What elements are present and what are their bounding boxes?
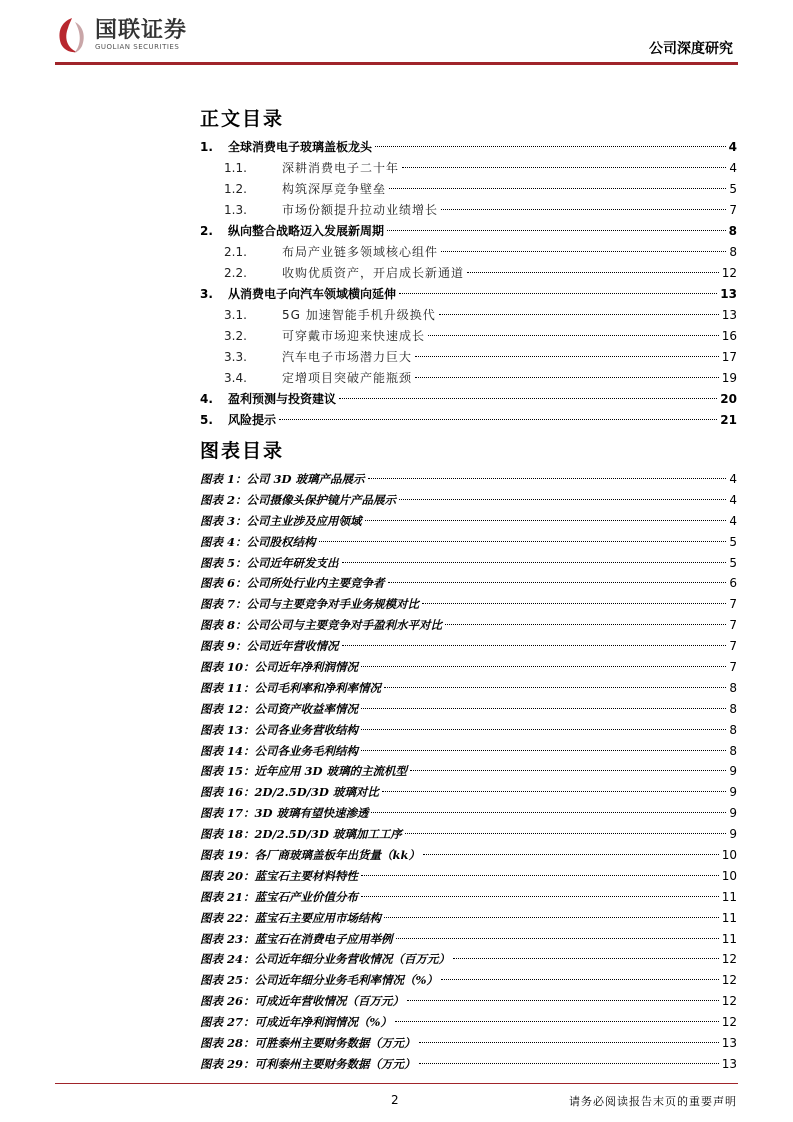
figure-entry-page: 7: [729, 660, 737, 675]
figure-entry-page: 7: [729, 597, 737, 612]
figure-entry-page: 11: [721, 931, 737, 946]
figure-entry-title: 图表 9：公司近年营收情况: [200, 639, 339, 654]
figure-entry[interactable]: [200, 511, 737, 532]
toc-entry-title: 纵向整合战略迈入发展新周期: [228, 224, 385, 238]
figure-entry-page: 5: [729, 555, 737, 570]
figure-entry-title: 图表 22：蓝宝石主要应用市场结构: [200, 910, 382, 925]
toc-entry-page: 16: [721, 329, 737, 343]
toc-entry-title: 布局产业链多领域核心组件: [282, 245, 439, 259]
figure-entry-title: 图表 29：可利泰州主要财务数据（万元）: [200, 1056, 416, 1071]
toc-leader-dots: [399, 293, 717, 294]
toc-entry-number: 3.2.: [224, 329, 247, 343]
figure-entry-title: 图表 10：公司近年净利润情况: [200, 660, 359, 675]
toc-leader-dots: [387, 230, 726, 231]
figure-list-title: 图表目录: [200, 440, 285, 462]
toc-entry-page: 8: [729, 245, 737, 259]
figure-entry[interactable]: [200, 636, 737, 657]
toc-entry-number: 3.1.: [224, 308, 247, 322]
figure-leader-dots: [423, 854, 719, 855]
logo-name-cn: 国联证券: [95, 18, 188, 43]
figure-leader-dots: [384, 917, 719, 918]
figure-leader-dots: [361, 896, 719, 897]
toc-leader-dots: [279, 419, 717, 420]
toc-entry-number: 5.: [200, 413, 213, 427]
toc-entry-number: 1.1.: [224, 161, 247, 175]
figure-entry-page: 12: [721, 952, 737, 967]
figure-leader-dots: [410, 770, 726, 771]
toc-entry-page: 4: [729, 161, 737, 175]
figure-entry[interactable]: [200, 803, 737, 824]
figure-leader-dots: [361, 750, 726, 751]
figure-entry-page: 9: [729, 827, 737, 842]
toc-entry-title: 风险提示: [228, 413, 277, 427]
figure-entry[interactable]: [200, 678, 737, 699]
toc-entry-title: 构筑深厚竞争壁垒: [282, 182, 387, 196]
figure-entry-title: 图表 11：公司毛利率和净利率情况: [200, 680, 382, 695]
figure-entry-page: 10: [721, 868, 737, 883]
figure-entry-page: 7: [729, 618, 737, 633]
figure-entry-title: 图表 14：公司各业务毛利结构: [200, 743, 359, 758]
figure-entry[interactable]: [200, 970, 737, 991]
toc-entry-title: 深耕消费电子二十年: [282, 161, 400, 175]
figure-entry-title: 图表 17：3D 玻璃有望快速渗透: [200, 806, 369, 821]
figure-leader-dots: [419, 1042, 719, 1043]
toc-title: 正文目录: [200, 108, 285, 130]
figure-leader-dots: [399, 499, 726, 500]
figure-entry[interactable]: [200, 490, 737, 511]
toc-entry-title: 盈利预测与投资建议: [228, 392, 337, 406]
figure-leader-dots: [384, 687, 726, 688]
figure-leader-dots: [319, 541, 727, 542]
figure-entry[interactable]: [200, 1012, 737, 1033]
figure-entry[interactable]: [200, 929, 737, 950]
figure-leader-dots: [342, 562, 727, 563]
figure-entry-title: 图表 27：可成近年净利润情况（%）: [200, 1015, 392, 1030]
main-toc: [200, 137, 737, 431]
figure-entry-page: 5: [729, 534, 737, 549]
header-divider: [55, 62, 738, 65]
toc-leader-dots: [402, 167, 726, 168]
toc-entry-title: 5G 加速智能手机升级换代: [282, 308, 436, 322]
toc-entry-page: 20: [720, 392, 737, 406]
toc-entry-title: 定增项目突破产能瓶颈: [282, 371, 413, 385]
figure-entry[interactable]: [200, 761, 737, 782]
figure-entry-page: 7: [729, 639, 737, 654]
figure-leader-dots: [396, 938, 719, 939]
figure-entry-title: 图表 2：公司摄像头保护镜片产品展示: [200, 492, 397, 507]
figure-entry[interactable]: [200, 532, 737, 553]
toc-entry-number: 4.: [200, 392, 213, 406]
figure-entry-title: 图表 5：公司近年研发支出: [200, 555, 339, 570]
figure-entry[interactable]: [200, 887, 737, 908]
toc-entry-title: 全球消费电子玻璃盖板龙头: [228, 140, 373, 154]
toc-leader-dots: [428, 335, 719, 336]
figure-entry-title: 图表 8：公司公司与主要竞争对手盈利水平对比: [200, 618, 443, 633]
logo-text-block: [95, 19, 187, 51]
toc-entry[interactable]: [200, 326, 737, 347]
toc-entry[interactable]: [200, 347, 737, 368]
figure-entry-title: 图表 18：2D/2.5D/3D 玻璃加工工序: [200, 827, 402, 842]
figure-entry[interactable]: [200, 573, 737, 594]
toc-entry[interactable]: [200, 305, 737, 326]
figure-entry-page: 8: [729, 722, 737, 737]
figure-entry[interactable]: [200, 594, 737, 615]
figure-entry-page: 8: [729, 743, 737, 758]
figure-entry-page: 12: [721, 973, 737, 988]
figure-leader-dots: [407, 1000, 719, 1001]
toc-leader-dots: [389, 188, 726, 189]
toc-entry-number: 3.: [200, 287, 213, 301]
figure-entry[interactable]: [200, 1033, 737, 1054]
figure-entry-page: 8: [729, 701, 737, 716]
document-type: 公司深度研究: [649, 41, 733, 57]
figure-entry[interactable]: [200, 699, 737, 720]
figure-toc: [200, 469, 737, 1075]
disclaimer-text: 请务必阅读报告末页的重要声明: [569, 1095, 737, 1108]
toc-leader-dots: [415, 377, 719, 378]
figure-entry-title: 图表 21：蓝宝石产业价值分布: [200, 889, 359, 904]
figure-leader-dots: [453, 958, 719, 959]
toc-leader-dots: [339, 398, 717, 399]
guolian-logo-icon: [55, 16, 89, 54]
toc-entry[interactable]: [200, 263, 737, 284]
toc-leader-dots: [415, 356, 719, 357]
figure-entry-title: 图表 1：公司 3D 玻璃产品展示: [200, 472, 365, 486]
figure-entry-page: 10: [721, 848, 737, 863]
figure-entry-page: 11: [721, 889, 737, 904]
figure-entry-page: 4: [729, 492, 737, 507]
figure-entry-title: 图表 3：公司主业涉及应用领域: [200, 513, 362, 528]
toc-entry-number: 3.3.: [224, 350, 247, 364]
toc-entry[interactable]: [200, 284, 737, 305]
toc-entry-page: 19: [721, 371, 737, 385]
figure-leader-dots: [368, 478, 727, 479]
figure-entry-title: 图表 4：公司股权结构: [200, 534, 316, 549]
toc-entry-page: 13: [721, 308, 737, 322]
figure-entry[interactable]: [200, 908, 737, 929]
figure-entry-page: 9: [729, 806, 737, 821]
toc-entry[interactable]: [200, 221, 737, 242]
toc-entry-number: 3.4.: [224, 371, 247, 385]
figure-entry-title: 图表 28：可胜泰州主要财务数据（万元）: [200, 1036, 416, 1051]
toc-entry-number: 2.1.: [224, 245, 247, 259]
figure-entry[interactable]: [200, 657, 737, 678]
toc-entry[interactable]: [200, 137, 737, 158]
toc-leader-dots: [441, 209, 726, 210]
figure-leader-dots: [361, 875, 719, 876]
figure-leader-dots: [371, 812, 726, 813]
toc-entry-page: 7: [729, 203, 737, 217]
toc-entry[interactable]: [200, 368, 737, 389]
toc-entry-page: 4: [728, 140, 737, 154]
figure-leader-dots: [342, 645, 727, 646]
figure-leader-dots: [422, 603, 726, 604]
figure-leader-dots: [382, 791, 727, 792]
toc-entry-page: 13: [720, 287, 737, 301]
figure-leader-dots: [405, 833, 727, 834]
figure-entry-title: 图表 12：公司资产收益率情况: [200, 701, 359, 716]
figure-entry-title: 图表 6：公司所处行业内主要竞争者: [200, 576, 385, 591]
figure-entry[interactable]: [200, 845, 737, 866]
figure-entry-title: 图表 19：各厂商玻璃盖板年出货量（kk）: [200, 848, 420, 863]
toc-entry[interactable]: [200, 410, 737, 431]
toc-entry[interactable]: [200, 200, 737, 221]
toc-leader-dots: [375, 146, 726, 147]
toc-entry[interactable]: [200, 179, 737, 200]
figure-entry[interactable]: [200, 720, 737, 741]
toc-leader-dots: [467, 272, 719, 273]
figure-leader-dots: [445, 624, 726, 625]
figure-entry[interactable]: [200, 991, 737, 1012]
toc-entry-number: 2.2.: [224, 266, 247, 280]
figure-leader-dots: [361, 666, 726, 667]
toc-leader-dots: [439, 314, 719, 315]
toc-entry[interactable]: [200, 242, 737, 263]
figure-entry-title: 图表 26：可成近年营收情况（百万元）: [200, 994, 405, 1009]
figure-entry-title: 图表 15：近年应用 3D 玻璃的主流机型: [200, 764, 407, 779]
toc-entry[interactable]: [200, 158, 737, 179]
figure-entry-title: 图表 13：公司各业务营收结构: [200, 722, 359, 737]
figure-entry-title: 图表 23：蓝宝石在消费电子应用举例: [200, 931, 393, 946]
figure-entry-page: 8: [729, 680, 737, 695]
toc-entry-title: 可穿戴市场迎来快速成长: [282, 329, 426, 343]
footer-divider: [55, 1083, 738, 1084]
toc-entry-number: 2.: [200, 224, 213, 238]
figure-entry[interactable]: [200, 469, 737, 490]
figure-entry[interactable]: [200, 866, 737, 887]
figure-entry[interactable]: [200, 1054, 737, 1075]
figure-entry-page: 12: [721, 994, 737, 1009]
toc-entry-title: 汽车电子市场潜力巨大: [282, 350, 413, 364]
figure-entry-page: 13: [721, 1036, 737, 1051]
figure-entry-title: 图表 24：公司近年细分业务营收情况（百万元）: [200, 952, 451, 967]
figure-entry-page: 12: [721, 1015, 737, 1030]
figure-entry[interactable]: [200, 949, 737, 970]
company-logo: [55, 16, 187, 54]
figure-entry[interactable]: [200, 824, 737, 845]
toc-entry-page: 12: [721, 266, 737, 280]
figure-entry-title: 图表 20：蓝宝石主要材料特性: [200, 868, 359, 883]
figure-leader-dots: [365, 520, 727, 521]
figure-entry-page: 4: [729, 472, 737, 486]
figure-leader-dots: [361, 729, 726, 730]
toc-leader-dots: [441, 251, 726, 252]
toc-entry-page: 21: [720, 413, 737, 427]
figure-entry[interactable]: [200, 782, 737, 803]
toc-entry[interactable]: [200, 389, 737, 410]
toc-entry-number: 1.: [200, 140, 213, 154]
figure-entry-title: 图表 25：公司近年细分业务毛利率情况（%）: [200, 973, 438, 988]
figure-entry-page: 9: [729, 785, 737, 800]
figure-entry-page: 6: [729, 576, 737, 591]
figure-entry-title: 图表 7：公司与主要竞争对手业务规模对比: [200, 597, 420, 612]
figure-entry[interactable]: [200, 615, 737, 636]
figure-leader-dots: [361, 708, 726, 709]
toc-entry-page: 8: [728, 224, 737, 238]
toc-entry-title: 从消费电子向汽车领域横向延伸: [228, 287, 397, 301]
page-number: 2: [391, 1093, 399, 1107]
toc-entry-page: 17: [721, 350, 737, 364]
figure-entry-title: 图表 16：2D/2.5D/3D 玻璃对比: [200, 785, 379, 800]
figure-entry-page: 4: [729, 513, 737, 528]
toc-entry-number: 1.2.: [224, 182, 247, 196]
toc-entry-number: 1.3.: [224, 203, 247, 217]
figure-leader-dots: [388, 582, 727, 583]
figure-entry-page: 11: [721, 910, 737, 925]
figure-entry-page: 9: [729, 764, 737, 779]
figure-leader-dots: [441, 979, 719, 980]
figure-entry[interactable]: [200, 553, 737, 574]
toc-entry-page: 5: [729, 182, 737, 196]
toc-entry-title: 市场份额提升拉动业绩增长: [282, 203, 439, 217]
logo-name-en: GUOLIAN SECURITIES: [95, 43, 180, 51]
figure-leader-dots: [395, 1021, 719, 1022]
figure-leader-dots: [419, 1063, 719, 1064]
figure-entry-page: 13: [721, 1056, 737, 1071]
figure-entry[interactable]: [200, 741, 737, 762]
toc-entry-title: 收购优质资产，开启成长新通道: [282, 266, 465, 280]
page-header: [0, 0, 793, 66]
